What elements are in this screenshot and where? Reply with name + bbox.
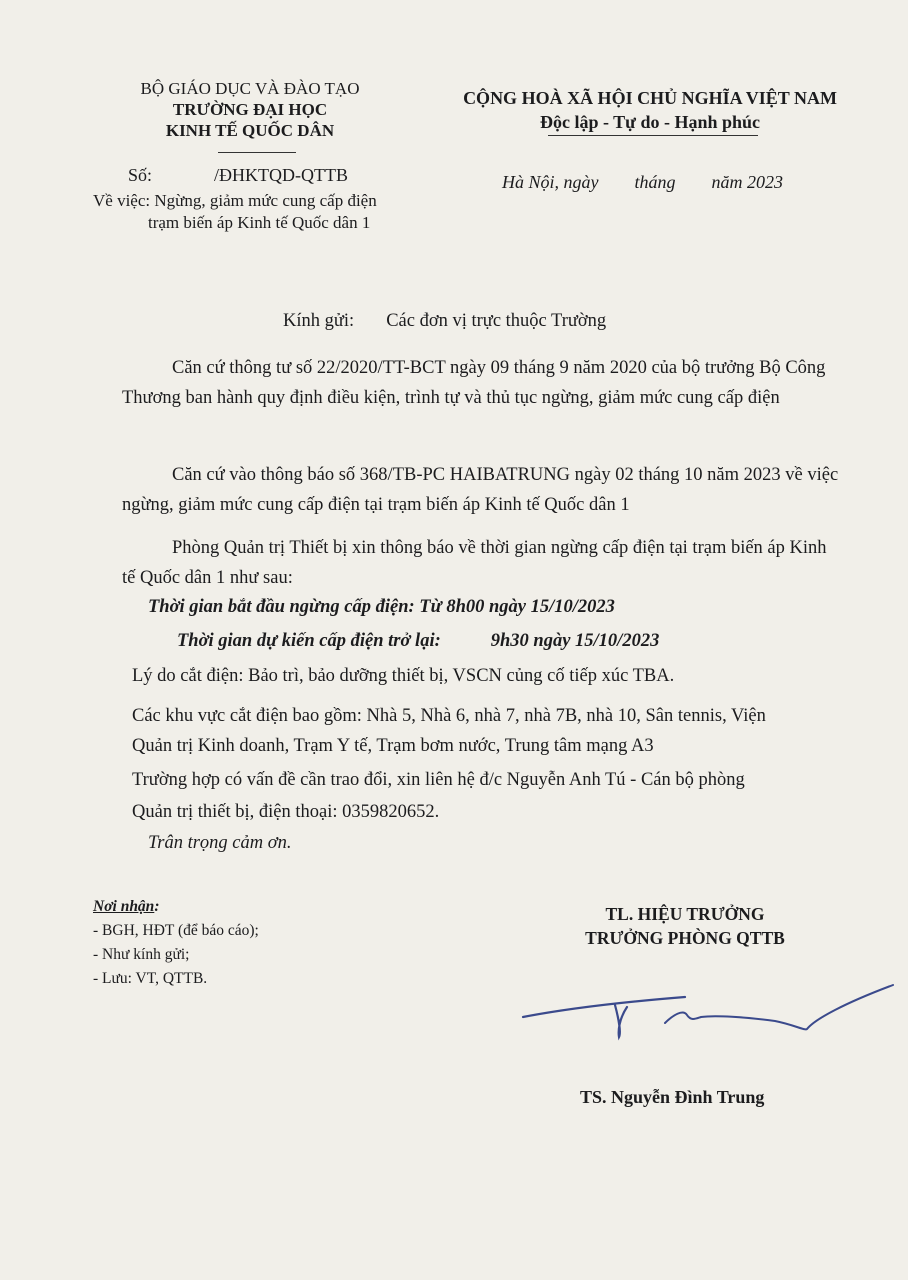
outage-reason: Lý do cắt điện: Bảo trì, bảo dưỡng thiết bị, VSCN củng cố tiếp xúc TBA. bbox=[132, 666, 675, 686]
national-header bbox=[440, 86, 860, 134]
ministry-name: BỘ GIÁO DỤC VÀ ĐÀO TẠO bbox=[140, 79, 360, 98]
salutation-recipient: Các đơn vị trực thuộc Trường bbox=[386, 311, 607, 331]
paragraph-legal-basis-2 bbox=[122, 460, 842, 520]
date-year: năm 2023 bbox=[711, 172, 784, 192]
issuer-header bbox=[100, 78, 400, 141]
paragraph-announcement bbox=[122, 533, 842, 593]
signer-title-line2: TRƯỞNG PHÒNG QTTB bbox=[585, 928, 785, 948]
signer-name: TS. Nguyễn Đình Trung bbox=[580, 1087, 765, 1107]
paragraph-text: Phòng Quản trị Thiết bị xin thông báo về thời gian ngừng cấp điện tại trạm biến áp Kinh tế Quốc dân 1 như sau: bbox=[122, 538, 827, 588]
recipient-item: - Như kính gửi; bbox=[93, 946, 190, 963]
recipients-heading bbox=[93, 895, 259, 919]
paragraph-text: Căn cứ thông tư số 22/2020/TT-BCT ngày 09 tháng 9 năm 2020 của bộ trưởng Bộ Công Thương ban hành quy định điều kiện, trình tự và thủ tục ngừng, giảm mức cung cấp điện bbox=[122, 358, 826, 408]
outage-start-time: Thời gian bắt đầu ngừng cấp điện: Từ 8h00 ngày 15/10/2023 bbox=[148, 597, 615, 617]
signer-title-line1: TL. HIỆU TRƯỞNG bbox=[605, 904, 765, 924]
paragraph-legal-basis-1 bbox=[122, 353, 842, 413]
subject bbox=[93, 190, 377, 234]
outage-end-value: 9h30 ngày 15/10/2023 bbox=[490, 631, 660, 651]
contact-line2: Quản trị thiết bị, điện thoại: 0359820652. bbox=[132, 802, 440, 822]
signer-title-block bbox=[570, 902, 800, 950]
recipients-block bbox=[93, 895, 259, 991]
contact-line1: Trường hợp có vấn đề cần trao đổi, xin liên hệ đ/c Nguyễn Anh Tú - Cán bộ phòng bbox=[132, 770, 745, 790]
recipient-item: - BGH, HĐT (để báo cáo); bbox=[93, 922, 259, 939]
recipient-item: - Lưu: VT, QTTB. bbox=[93, 970, 208, 987]
salutation-label: Kính gửi: bbox=[283, 311, 355, 331]
national-title: CỘNG HOÀ XÃ HỘI CHỦ NGHĨA VIỆT NAM bbox=[463, 88, 837, 108]
recipients-title: Nơi nhận bbox=[93, 898, 155, 915]
university-name-line1: TRƯỜNG ĐẠI HỌC bbox=[172, 100, 328, 119]
header-right-underline bbox=[548, 135, 758, 136]
subject-line2: trạm biến áp Kinh tế Quốc dân 1 bbox=[148, 213, 371, 232]
recipients-colon: : bbox=[154, 898, 160, 915]
issue-date bbox=[502, 172, 783, 193]
document-number-value: /ĐHKTQD-QTTB bbox=[214, 165, 348, 185]
document-number-label: Số: bbox=[128, 165, 153, 185]
outage-areas-line1: Các khu vực cắt điện bao gồm: Nhà 5, Nhà 6, nhà 7, nhà 7B, nhà 10, Sân tennis, Viện bbox=[132, 706, 766, 726]
subject-line1: Về việc: Ngừng, giảm mức cung cấp điện bbox=[93, 191, 377, 210]
university-name-line2: KINH TẾ QUỐC DÂN bbox=[165, 121, 335, 140]
date-place: Hà Nội, ngày bbox=[502, 172, 599, 192]
paragraph-text: Căn cứ vào thông báo số 368/TB-PC HAIBATRUNG ngày 02 tháng 10 năm 2023 về việc ngừng, giảm mức cung cấp điện tại trạm biến áp Kinh tế Quốc dân 1 bbox=[122, 465, 839, 515]
outage-areas-line2: Quản trị Kinh doanh, Trạm Y tế, Trạm bơm nước, Trung tâm mạng A3 bbox=[132, 736, 654, 756]
outage-end-label: Thời gian dự kiến cấp điện trở lại: bbox=[177, 631, 441, 651]
header-left-underline bbox=[218, 152, 296, 153]
outage-end-time bbox=[177, 631, 659, 652]
national-motto: Độc lập - Tự do - Hạnh phúc bbox=[539, 112, 761, 132]
document-number bbox=[128, 165, 348, 186]
salutation bbox=[283, 311, 606, 332]
handwritten-signature bbox=[515, 975, 895, 1055]
closing-thanks: Trân trọng cảm ơn. bbox=[148, 833, 292, 853]
date-month: tháng bbox=[634, 172, 676, 192]
